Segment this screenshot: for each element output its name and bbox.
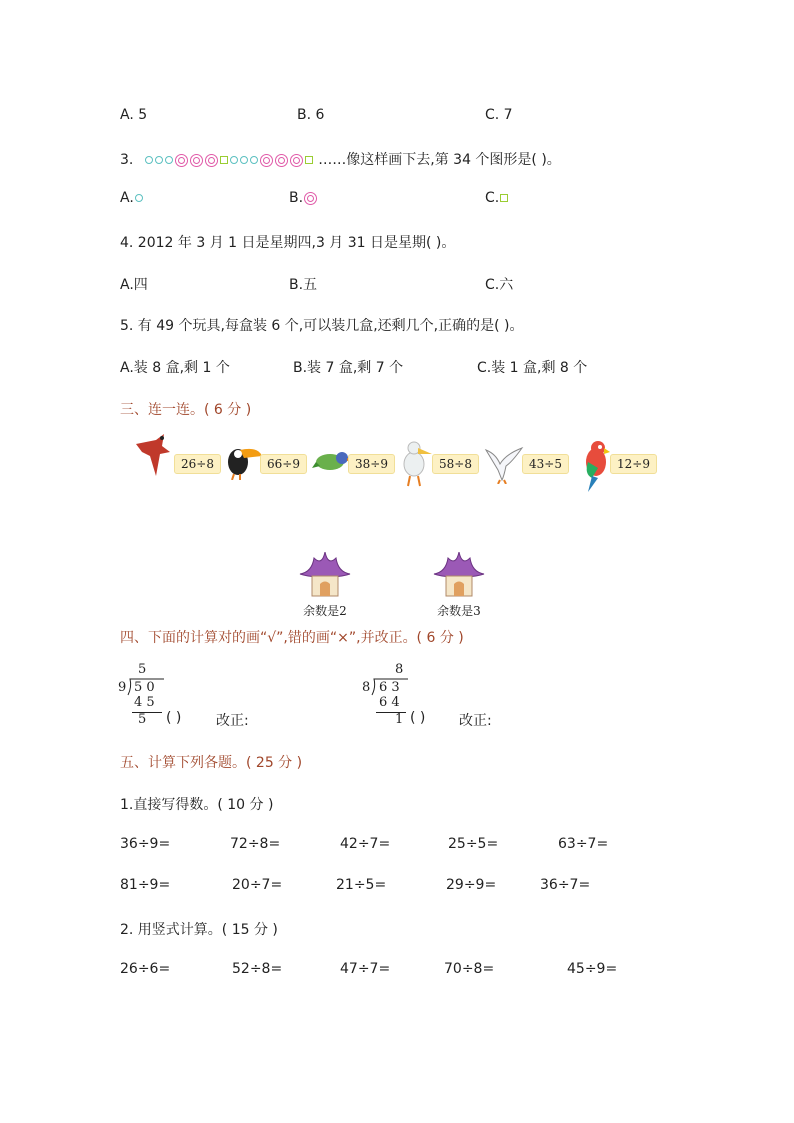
expression-1[interactable]: 26÷8 — [174, 454, 221, 474]
double-circle-icon — [260, 154, 273, 167]
part1-title: 1.直接写得数。( 10 分 ) — [120, 797, 274, 813]
small-circle-icon — [135, 194, 143, 202]
correction-label-2: 改正: — [459, 713, 492, 729]
row1-item-4: 25÷5= — [448, 836, 499, 852]
row2-item-4: 29÷9= — [446, 877, 497, 893]
q4-option-c: C.六 — [485, 277, 514, 293]
section4-title: 四、下面的计算对的画“√”,错的画“×”,并改正。( 6 分 ) — [120, 630, 464, 646]
house-label-2: 余数是2 — [303, 604, 347, 618]
small-circle-icon — [240, 156, 248, 164]
green-bird-icon — [312, 448, 352, 478]
q5-option-b: B.装 7 盒,剩 7 个 — [293, 360, 404, 376]
row2-item-1: 81÷9= — [120, 877, 171, 893]
q3-question — [120, 149, 561, 169]
divisor: 9 — [118, 680, 127, 695]
product: 6 4 — [379, 695, 400, 710]
row2-item-5: 36÷7= — [540, 877, 591, 893]
small-square-icon — [220, 156, 228, 164]
expression-3[interactable]: 38÷9 — [348, 454, 395, 474]
expression-4[interactable]: 58÷8 — [432, 454, 479, 474]
small-circle-icon — [230, 156, 238, 164]
q3-option-a-label: A. — [120, 190, 134, 206]
row1-item-5: 63÷7= — [558, 836, 609, 852]
double-circle-icon — [205, 154, 218, 167]
house-remainder-2[interactable] — [298, 552, 352, 616]
divisor: 8 — [362, 680, 371, 695]
double-circle-icon — [304, 192, 317, 205]
small-square-icon — [500, 194, 508, 202]
row3-item-4: 70÷8= — [444, 961, 495, 977]
seagull-icon — [484, 444, 524, 484]
part2-title: 2. 用竖式计算。( 15 分 ) — [120, 922, 278, 938]
q3-option-c-label: C. — [485, 190, 500, 206]
quotient: 5 — [138, 662, 147, 677]
row2-item-2: 20÷7= — [232, 877, 283, 893]
dividend: 6 3 — [379, 680, 400, 695]
house-remainder-3[interactable] — [432, 552, 486, 616]
correction-label-1: 改正: — [216, 713, 249, 729]
double-circle-icon — [275, 154, 288, 167]
small-circle-icon — [165, 156, 173, 164]
q3-option-b-label: B. — [289, 190, 304, 206]
row3-item-5: 45÷9= — [567, 961, 618, 977]
q5-option-c: C.装 1 盒,剩 8 个 — [477, 360, 588, 376]
q3-option-c — [485, 190, 509, 206]
bird-expression-row — [134, 430, 664, 494]
q5-option-a: A.装 8 盒,剩 1 个 — [120, 360, 230, 376]
q3-option-b — [289, 190, 318, 206]
small-circle-icon — [250, 156, 258, 164]
answer-paren-1[interactable]: ( ) — [166, 710, 182, 726]
house-icon — [298, 552, 352, 598]
q3-pattern — [144, 152, 318, 168]
parrot-icon — [580, 438, 614, 494]
quotient: 8 — [395, 662, 404, 677]
row3-item-2: 52÷8= — [232, 961, 283, 977]
small-square-icon — [305, 156, 313, 164]
q4-option-a: A.四 — [120, 277, 148, 293]
q2-option-b: B. 6 — [297, 107, 325, 123]
double-circle-icon — [175, 154, 188, 167]
row3-item-1: 26÷6= — [120, 961, 171, 977]
expression-2[interactable]: 66÷9 — [260, 454, 307, 474]
q3-text: ……像这样画下去,第 34 个图形是( )。 — [318, 152, 561, 168]
division-line — [132, 712, 162, 713]
hummingbird-icon — [134, 430, 174, 480]
q3-option-a — [120, 190, 144, 206]
row1-item-2: 72÷8= — [230, 836, 281, 852]
row2-item-3: 21÷5= — [336, 877, 387, 893]
house-icon — [432, 552, 486, 598]
q5-question: 5. 有 49 个玩具,每盒装 6 个,可以装几盒,还剩几个,正确的是( )。 — [120, 318, 524, 334]
section3-title: 三、连一连。( 6 分 ) — [120, 402, 252, 418]
dividend: 5 0 — [134, 680, 155, 695]
double-circle-icon — [290, 154, 303, 167]
small-circle-icon — [145, 156, 153, 164]
double-circle-icon — [190, 154, 203, 167]
product: 4 5 — [134, 695, 155, 710]
q3-number: 3. — [120, 152, 134, 168]
row1-item-1: 36÷9= — [120, 836, 171, 852]
q4-question: 4. 2012 年 3 月 1 日是星期四,3 月 31 日是星期( )。 — [120, 235, 456, 251]
section5-title: 五、计算下列各题。( 25 分 ) — [120, 755, 303, 771]
house-label-3: 余数是3 — [437, 604, 481, 618]
answer-paren-2[interactable]: ( ) — [410, 710, 426, 726]
pelican-icon — [400, 438, 432, 488]
row1-item-3: 42÷7= — [340, 836, 391, 852]
q2-option-c: C. 7 — [485, 107, 513, 123]
toucan-icon — [224, 440, 264, 480]
row3-item-3: 47÷7= — [340, 961, 391, 977]
remainder: 5 — [138, 712, 147, 727]
q4-option-b: B.五 — [289, 277, 318, 293]
remainder: 1 — [395, 712, 404, 727]
q2-option-a: A. 5 — [120, 107, 148, 123]
small-circle-icon — [155, 156, 163, 164]
expression-6[interactable]: 12÷9 — [610, 454, 657, 474]
expression-5[interactable]: 43÷5 — [522, 454, 569, 474]
